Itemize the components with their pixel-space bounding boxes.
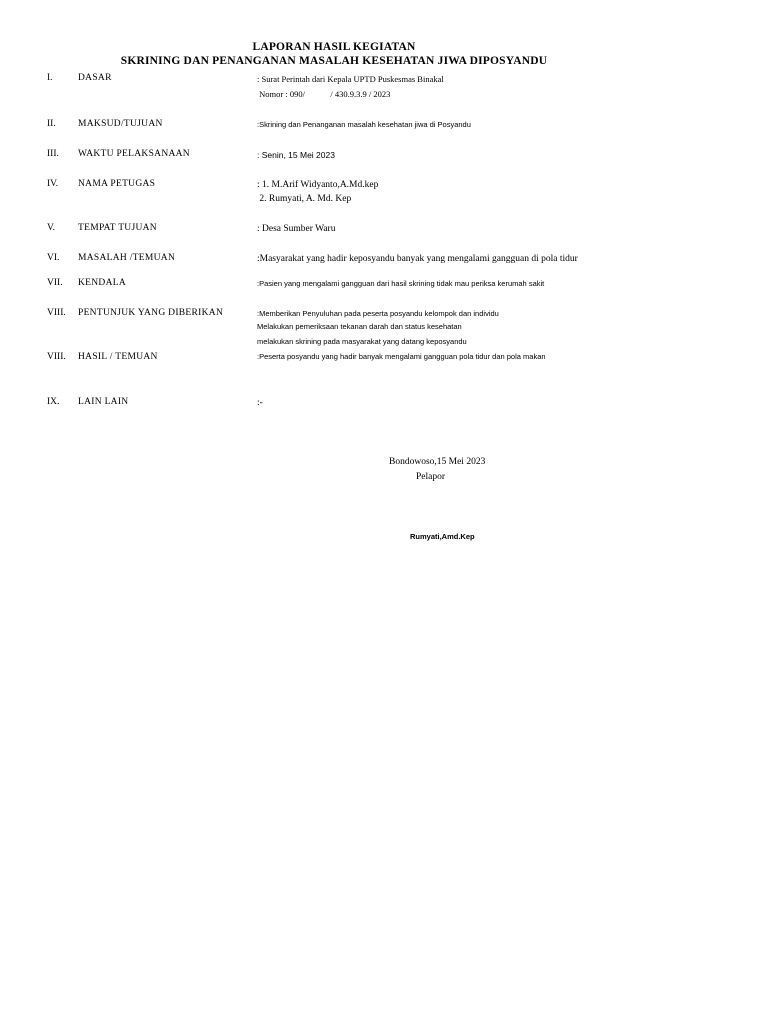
row-value-dasar: : Surat Perintah dari Kepala UPTD Puskesmas Binakal [257,74,444,84]
row-value-tempat: : Desa Sumber Waru [257,224,336,234]
signature-role: Pelapor [416,472,446,482]
row-number: VIII. [47,308,66,318]
row-label-maksud: MAKSUD/TUJUAN [78,119,163,129]
row-label-petugas: NAMA PETUGAS [78,179,156,189]
row-number: V. [47,223,56,233]
row-value-petunjuk-1: :Memberikan Penyuluhan pada peserta posyandu kelompok dan individu [257,309,499,318]
row-label-tempat: TEMPAT TUJUAN [78,223,157,233]
signature-name: Rumyati,Amd.Kep [410,532,475,541]
row-number: VII. [47,278,63,288]
row-value-nomor: Nomor : 090/ / 430.9.3.9 / 2023 [257,89,391,99]
row-value-petunjuk-3: melakukan skrining pada masyarakat yang datang keposyandu [257,337,467,346]
row-label-dasar: DASAR [78,73,112,83]
row-number: VIII. [47,352,66,362]
report-title: LAPORAN HASIL KEGIATAN [252,41,416,53]
row-label-lain: LAIN LAIN [78,397,129,407]
report-subtitle: SKRINING DAN PENANGANAN MASALAH KESEHATAN JIWA DIPOSYANDU [120,55,548,67]
row-value-waktu: : Senin, 15 Mei 2023 [257,150,335,160]
row-value-masalah: :Masyarakat yang hadir keposyandu banyak yang mengalami gangguan di pola tidur [257,254,578,264]
row-label-masalah: MASALAH /TEMUAN [78,253,176,263]
row-value-hasil: :Peserta posyandu yang hadir banyak mengalami gangguan pola tidur dan pola makan [257,352,546,361]
row-number: VI. [47,253,60,263]
row-value-maksud: :Skrining dan Penanganan masalah kesehatan jiwa di Posyandu [257,120,471,129]
row-number: IX. [47,397,60,407]
row-label-petunjuk: PENTUNJUK YANG DIBERIKAN [78,308,224,318]
row-label-waktu: WAKTU PELAKSANAAN [78,149,190,159]
row-number: III. [47,149,59,159]
row-value-petugas-2: 2. Rumyati, A. Md. Kep [257,194,352,204]
row-number: IV. [47,179,59,189]
signature-place-date: Bondowoso,15 Mei 2023 [389,457,486,467]
row-value-petunjuk-2: Melakukan pemeriksaan tekanan darah dan status kesehatan [257,322,462,331]
row-value-lain: :- [257,398,263,408]
row-number: II. [47,119,56,129]
row-label-kendala: KENDALA [78,278,127,288]
row-value-kendala: :Pasien yang mengalami gangguan dari hasil skrining tidak mau periksa kerumah sakit [257,279,545,288]
row-value-petugas-1: : 1. M.Arif Widyanto,A.Md.kep [257,180,379,190]
row-label-hasil: HASIL / TEMUAN [78,352,158,362]
row-number: I. [47,73,53,83]
